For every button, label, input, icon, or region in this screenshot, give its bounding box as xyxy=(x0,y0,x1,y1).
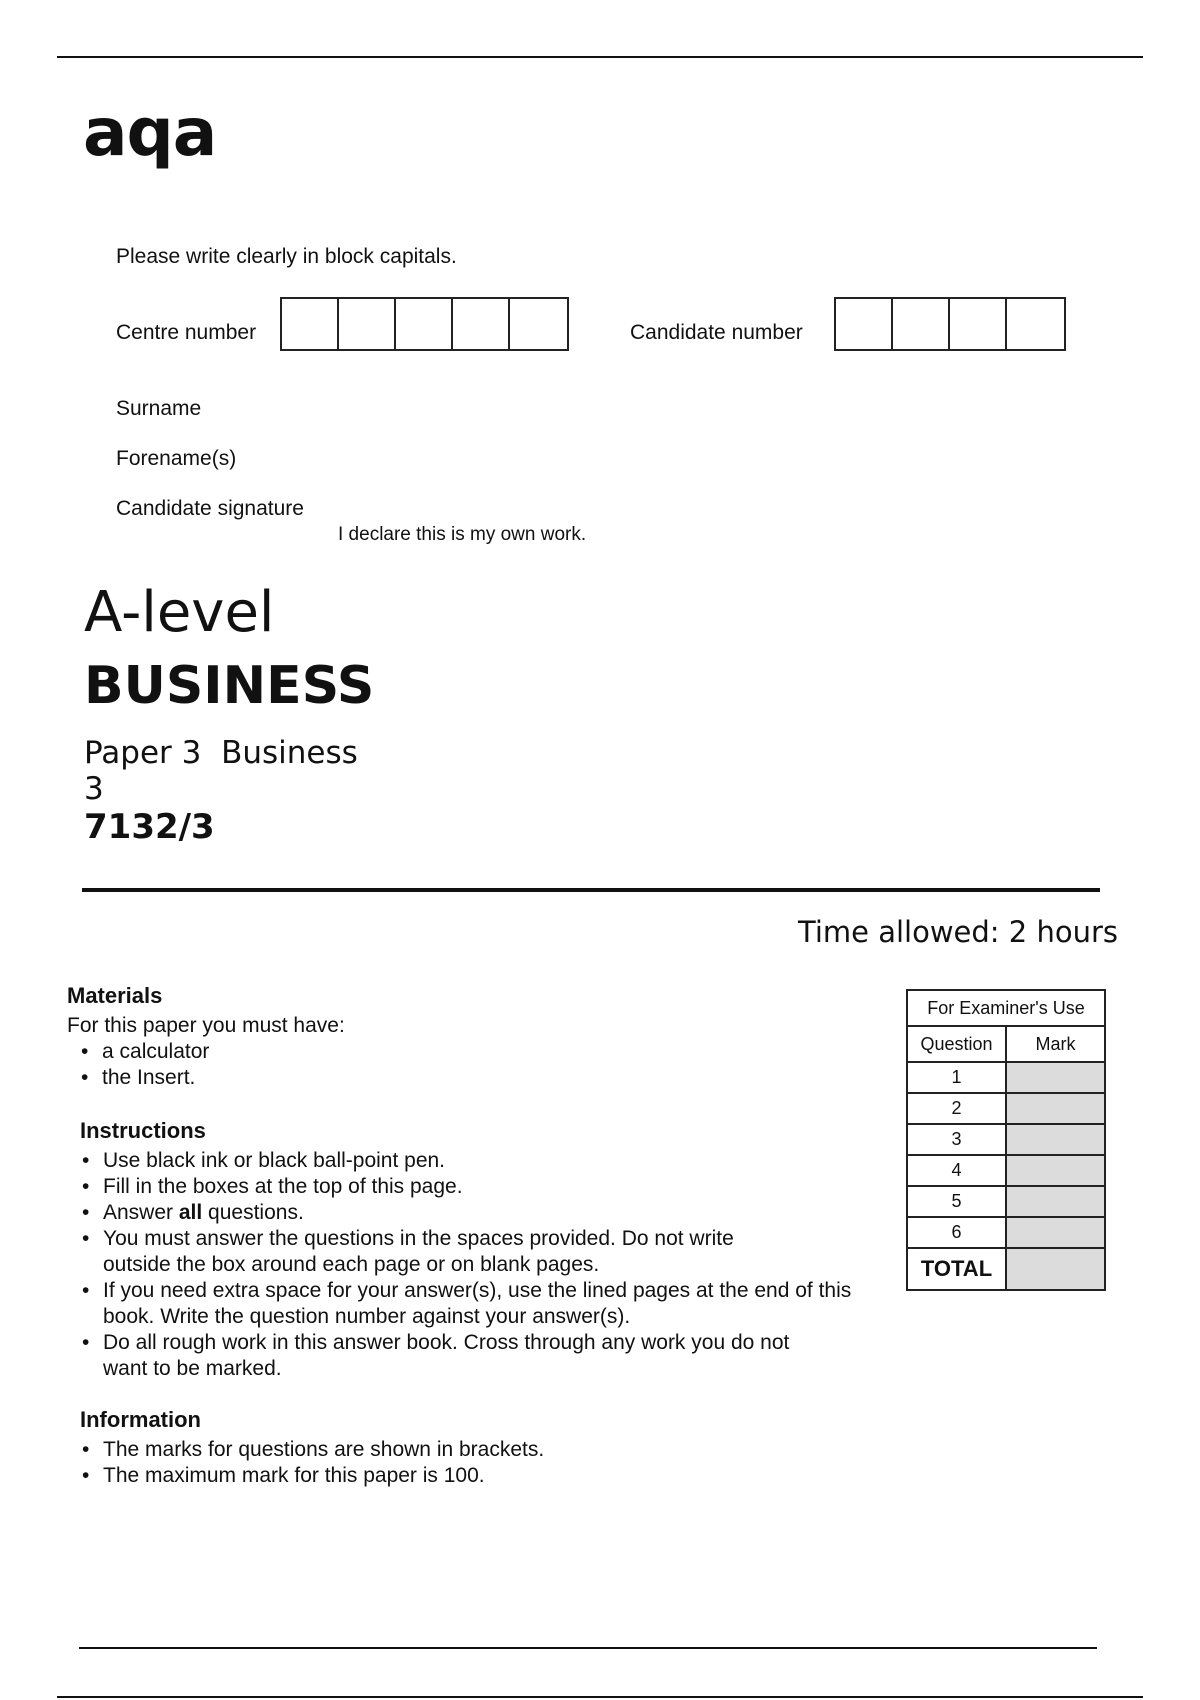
mark-cell[interactable] xyxy=(1006,1062,1105,1093)
candidate-number-digit-box[interactable] xyxy=(836,299,893,349)
question-number: 1 xyxy=(907,1062,1006,1093)
list-item: • a calculator xyxy=(79,1039,887,1065)
table-row xyxy=(907,1093,1105,1124)
candidate-number-digit-box[interactable] xyxy=(1007,299,1064,349)
footer-rule xyxy=(79,1647,1097,1649)
information-section xyxy=(80,1409,870,1489)
title-divider xyxy=(82,888,1100,892)
block-capitals-instruction: Please write clearly in block capitals. xyxy=(116,245,457,268)
list-item: • You must answer the questions in the spaces provided. Do not write outside the box around each page or on blank pages. xyxy=(80,1226,793,1278)
materials-list xyxy=(79,1039,887,1091)
question-number: 5 xyxy=(907,1186,1006,1217)
table-row xyxy=(907,1062,1105,1093)
list-item: • the Insert. xyxy=(79,1065,887,1091)
list-item: • If you need extra space for your answer(s), use the lined pages at the end of this book. Write the question number against your answer(s). xyxy=(80,1278,893,1330)
centre-number-digit-box[interactable] xyxy=(282,299,339,349)
centre-number-digit-box[interactable] xyxy=(453,299,510,349)
information-heading: Information xyxy=(80,1407,201,1432)
mark-cell[interactable] xyxy=(1006,1093,1105,1124)
examiner-use-table xyxy=(906,989,1106,1291)
list-item: • Do all rough work in this answer book. Cross through any work you do not want to be marked. xyxy=(80,1330,823,1382)
centre-number-boxes[interactable] xyxy=(280,297,569,351)
declaration-text: I declare this is my own work. xyxy=(338,524,587,545)
question-number: 6 xyxy=(907,1217,1006,1248)
centre-number-digit-box[interactable] xyxy=(339,299,396,349)
signature-label: Candidate signature xyxy=(116,497,304,520)
instructions-section xyxy=(80,1120,870,1382)
mark-cell[interactable] xyxy=(1006,1155,1105,1186)
time-allowed: Time allowed: 2 hours xyxy=(798,915,1118,949)
mark-cell[interactable] xyxy=(1006,1217,1105,1248)
mark-cell[interactable] xyxy=(1006,1186,1105,1217)
question-number: 2 xyxy=(907,1093,1006,1124)
instructions-heading: Instructions xyxy=(80,1118,206,1143)
top-rule xyxy=(57,56,1143,58)
information-list xyxy=(80,1437,870,1489)
centre-number-digit-box[interactable] xyxy=(510,299,567,349)
paper-title: Paper 3 Business 3 xyxy=(84,735,358,807)
table-row xyxy=(907,1124,1105,1155)
total-row xyxy=(907,1248,1105,1290)
list-item: • Use black ink or black ball-point pen. xyxy=(80,1148,870,1174)
list-item: • The marks for questions are shown in brackets. xyxy=(80,1437,870,1463)
total-label: TOTAL xyxy=(907,1248,1006,1290)
subject-title: BUSINESS xyxy=(84,656,375,716)
examiner-table-title: For Examiner's Use xyxy=(907,990,1105,1026)
paper-code: 7132/3 xyxy=(84,807,215,847)
forename-label: Forename(s) xyxy=(116,447,237,470)
aqa-logo: aqa xyxy=(83,94,217,171)
list-item: • The maximum mark for this paper is 100. xyxy=(80,1463,870,1489)
question-number: 3 xyxy=(907,1124,1006,1155)
mark-column-header: Mark xyxy=(1006,1026,1105,1062)
candidate-number-label: Candidate number xyxy=(630,321,803,344)
surname-label: Surname xyxy=(116,397,202,420)
candidate-number-digit-box[interactable] xyxy=(950,299,1007,349)
instructions-list xyxy=(80,1148,870,1382)
candidate-number-boxes[interactable] xyxy=(834,297,1066,351)
question-column-header: Question xyxy=(907,1026,1006,1062)
materials-intro: For this paper you must have: xyxy=(67,1014,345,1037)
materials-section xyxy=(67,985,887,1091)
table-row xyxy=(907,1186,1105,1217)
candidate-number-digit-box[interactable] xyxy=(893,299,950,349)
materials-heading: Materials xyxy=(67,983,163,1008)
centre-number-digit-box[interactable] xyxy=(396,299,453,349)
centre-number-label: Centre number xyxy=(116,321,257,344)
table-row xyxy=(907,1155,1105,1186)
list-item: • Fill in the boxes at the top of this page. xyxy=(80,1174,870,1200)
question-number: 4 xyxy=(907,1155,1006,1186)
qualification-level: A-level xyxy=(84,580,275,645)
total-mark-cell[interactable] xyxy=(1006,1248,1105,1290)
mark-cell[interactable] xyxy=(1006,1124,1105,1155)
table-row xyxy=(907,1217,1105,1248)
list-item: • Answer all questions. xyxy=(80,1200,870,1226)
bottom-rule xyxy=(57,1696,1143,1698)
